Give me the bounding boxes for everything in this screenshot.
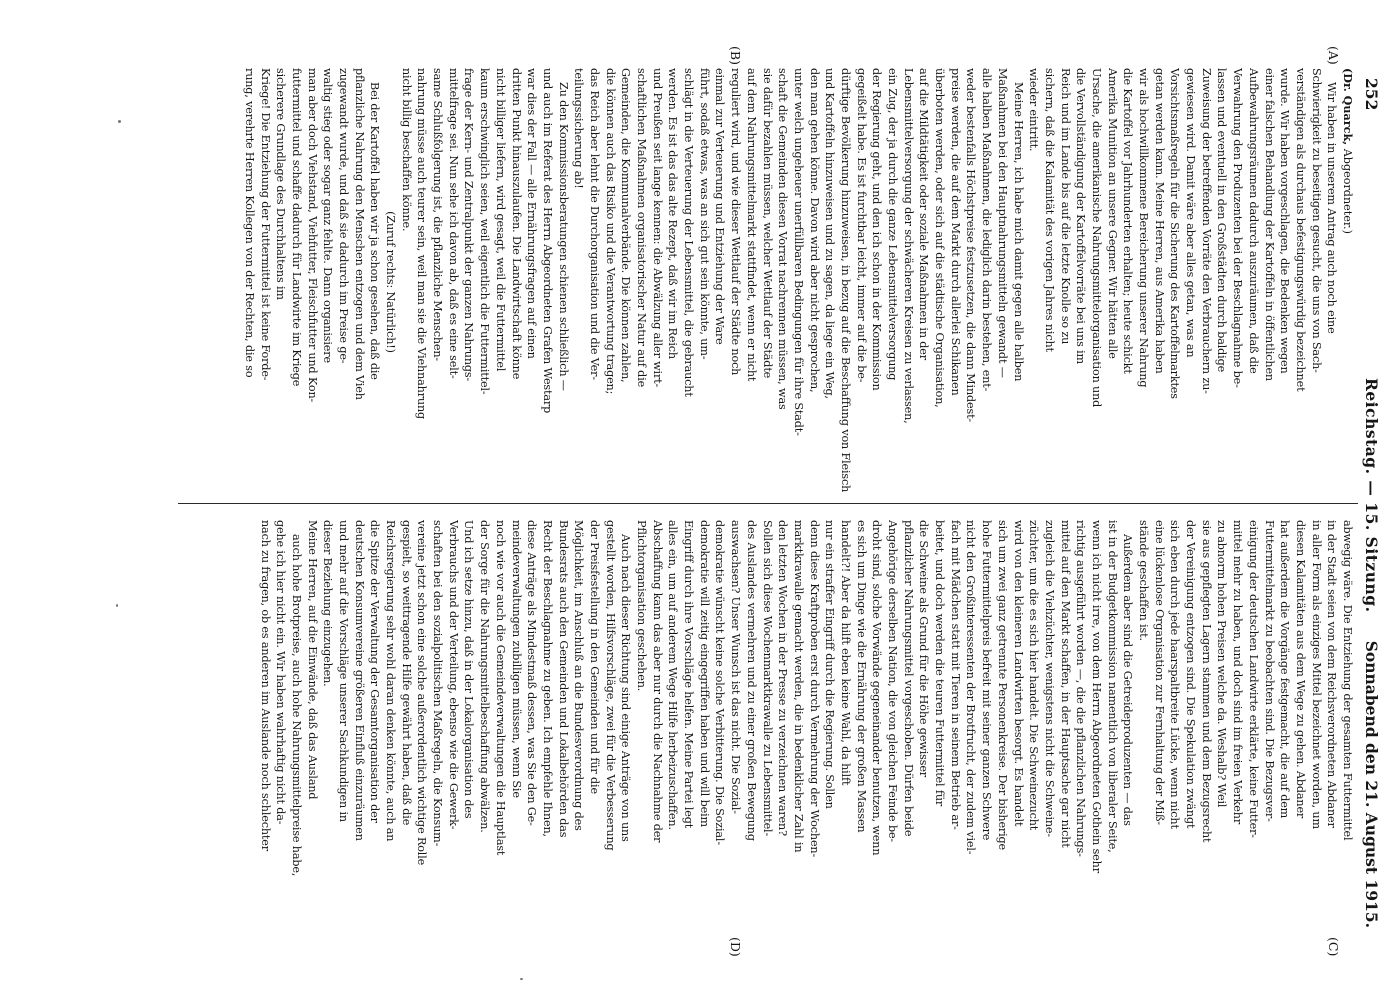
- text-line: einer falschen Behandlung der Kartoffeln in öffentlichen: [1262, 68, 1276, 381]
- text-line: Reichsregierung sehr wohl daran denken könnte, auch an: [384, 520, 398, 842]
- print-speck: [520, 978, 523, 980]
- text-line: Amerika Munition an unsere Gegner. Wir hätten alle: [1105, 68, 1119, 359]
- text-line: nicht billiger liefern, wird gesagt, weil die Futtermittel: [493, 68, 507, 372]
- text-line: Eingriff durch ihre Vorschläge helfen. Meine Partei legt: [682, 520, 696, 829]
- text-line: sicherere Grundlage des Durchhaltens im: [274, 68, 288, 300]
- text-line: Meine Herren, ich habe mich damit gegen alle halben: [1011, 82, 1025, 382]
- text-line: den man gehen könne. Davon wird aber nicht gesprochen,: [807, 68, 821, 393]
- speaker-name: (Dr. Quarck,: [1341, 68, 1355, 146]
- text-line: wurde. Wir haben vorgeschlagen, die Bedenken wegen: [1278, 68, 1292, 374]
- text-line: wieder eintritt.: [1027, 68, 1041, 152]
- text-line: teilungssicherung ab!: [572, 68, 586, 189]
- text-line: der Sorge für die Nahrungsmittelbeschaffung abwälzen.: [478, 520, 492, 833]
- text-line: hat außerdem die Vorgänge festgemacht, die auf dem: [1278, 520, 1292, 819]
- text-line: weder bestenfalls Höchstpreise festzusetzen, die dann Mindest-: [964, 68, 978, 423]
- page-number: 252: [1362, 78, 1381, 111]
- text-line: die Spitze der Verwaltung der Gesamtorganisation der: [368, 520, 382, 823]
- text-line: stände geschaffen ist.: [1137, 520, 1151, 641]
- text-line: auch hohe Brotpreise, auch hohe Nahrungsmittelpreise habe,: [289, 534, 303, 877]
- text-line: die Schweine als Grund für die Höhe gewisser: [917, 520, 931, 777]
- right-column-text: [257, 520, 1355, 948]
- text-line: dritten Punkt hinauszulaufen. Die Landwirtschaft könne: [509, 68, 523, 380]
- text-line: sie aus gepflegten Lagern stammen und dem Bezugsrecht: [1199, 520, 1213, 843]
- text-line: noch wie vor auch die Gemeindeverwaltungen die Hauptlast: [493, 520, 507, 856]
- text-line: und mehr auf die Vorschläge unserer Sachkundigen in: [337, 520, 350, 822]
- text-line: in der Stadt seien von dem Reichsverordneten Abdaner: [1325, 520, 1339, 828]
- text-line: Lebensmittelversorgung der schwächeren Kreisen zu verlassen,: [901, 68, 915, 424]
- text-line: schaft die Gemeinden diesen Vorrat nachrennen müssen, was: [776, 68, 790, 410]
- text-line: Aufbewahrungsräumen dadurch auszuräumen, daß die: [1246, 68, 1260, 374]
- margin-label-d: (D): [728, 937, 743, 957]
- text-line: der Preisfestellung in den Gemeinden und für die: [588, 520, 601, 794]
- text-line: demokratie will zeitig eingegriffen haben und will beim: [697, 520, 711, 827]
- text-line: diesen Kalamitäten aus dem Wege zu gehen. Abdaner: [1293, 520, 1307, 819]
- text-line: wir als hochwillkommene Bereicherung unserer Nahrung: [1137, 68, 1151, 388]
- text-line: und Preußen seit lange kennen: die Abwälzung aller wirt-: [650, 68, 664, 388]
- text-line: diese Anträge als Mindestmaß dessen, was Sie den Ge-: [525, 520, 539, 826]
- text-line: mittelfrage sei. Nun sehe ich davon ab, daß es eine selt-: [446, 68, 460, 379]
- text-line: rung, verehrte Herren Kollegen von der Rechten, die so: [242, 68, 256, 378]
- text-line: Zuweisung der betreffenden Vorräte den Verbrauchern zu-: [1199, 68, 1213, 394]
- text-line: man aber doch Viehstand, Viehfutter, Fleischfutter und Kon-: [305, 68, 319, 403]
- text-line: frage der Kern- und Zentralpunkt der ganzen Nahrungs-: [462, 68, 476, 382]
- text-line: zu abnorm hohen Preisen welche da. Weshalb? Weil: [1215, 520, 1229, 808]
- text-line: mittel auf den Markt schaffen, in der Hauptsache gar nicht: [1058, 520, 1072, 848]
- text-line: überboten werden, oder sich auf die städtische Organisation,: [933, 68, 947, 408]
- running-title: Reichstag. — 15. Sitzung.: [1362, 378, 1381, 613]
- text-line: lassen und eventuell in den Großstädten durch baldige: [1215, 68, 1229, 373]
- text-line: nahrung müsse auch teurer sein, weil man sie die Viehnahrung: [415, 68, 429, 420]
- text-line: wird von den kleineren Landwirten besorgt. Es handelt: [1011, 520, 1025, 827]
- text-line: sichern, daß die Kalamität des vorigen Jahres nicht: [1042, 68, 1056, 352]
- left-column: [180, 68, 1355, 496]
- text-line: (Zuruf rechts: Natürlich!): [384, 211, 398, 353]
- text-line: Auch nach dieser Richtung sind einige Anträge von uns: [619, 534, 633, 842]
- text-line: gespielt, so weittragende Hilfe gewährt haben, daß die: [399, 520, 413, 826]
- text-line: in aller Form als einziges Mittel bezeichnet worden, um: [1309, 520, 1323, 829]
- text-line: Zu den Kommissionsberatungen schienen schließlich —: [556, 82, 570, 391]
- text-line: meindeverwaltungen zubilligen müssen, wenn Sie: [509, 520, 523, 798]
- text-line: Bundesrats auch den Gemeinden und Lokalbehörden das: [556, 520, 570, 838]
- text-line: den letzten Wochen in der Presse zu verzeichnen waren?: [776, 520, 790, 836]
- text-line: vereine jetzt schon eine solche außerordentlich wichtige Rolle: [415, 520, 429, 866]
- left-column-text: [241, 68, 1339, 496]
- text-line: alles ein, um auf anderem Wege Hilfe herbeizuschaffen.: [666, 520, 680, 830]
- text-line: Reich und im Lande bis auf die letzte Knolle so zu: [1058, 68, 1072, 345]
- text-line: auf die Mildtätigkeit oder soziale Maßnahmen in der: [917, 68, 931, 360]
- text-line: auswachsen? Unser Wunsch ist das nicht. Die Sozial-: [729, 520, 743, 814]
- margin-label-b: (B): [728, 46, 743, 65]
- text-line: der Regierung geht, und den ich schon in der Kommission: [870, 68, 884, 391]
- text-line: sich eben durch jede haarspaltbreite Lücke, wenn nicht: [1168, 520, 1182, 829]
- column-divider: [178, 503, 1358, 504]
- text-line: die können auch das Risiko und die Verantwortung tragen;: [603, 68, 617, 395]
- text-line: unter welch ungeheuer unerfüllbaren Bedingungen für ihre Stadt-: [791, 68, 805, 436]
- text-line: beitet, und doch werden die teuren Futtermittel für: [933, 520, 947, 807]
- text-line: Recht der Beschlagnahme zu geben. Ich empfehle Ihnen,: [540, 520, 554, 837]
- text-line: einmal zur Verteuerung und Entziehung der Ware: [713, 68, 727, 345]
- text-line: schaftlichen Maßnahmen organisatorischer Natur auf die: [635, 68, 649, 388]
- text-line: nicht den Großinteressenten der Brotfrucht, der zudem viel-: [964, 520, 978, 855]
- text-line: droht sind, solche Vorwände gegeneinander benutzen, wenn: [870, 520, 884, 856]
- text-line: nur ein straffer Eingriff durch die Regierung. Sollen: [823, 520, 837, 809]
- text-line: getan werden kann. Meine Herren, aus Amerika haben: [1152, 68, 1166, 374]
- text-line: züchter, um die es sich hier handelt. Die Schweinezucht: [1027, 520, 1041, 831]
- text-line: auf dem Nahrungsmittelmarkt stattfindet, wenn er nicht: [744, 68, 758, 382]
- speaker-attribution: [1339, 68, 1355, 496]
- text-line: gestellt worden, Hilfsvorschläge, zwei für die Verbesserung: [603, 520, 617, 851]
- text-line: wenn ich nicht irre, von dem Herrn Abgeordneten Gothein sehr: [1090, 520, 1103, 873]
- text-line: Und ich setze hinzu, daß in der Lokalorganisation des: [462, 520, 476, 819]
- page-header: [1357, 78, 1383, 928]
- text-line: denn diese Kraftproben erst durch Vermehrung der Wochen-: [807, 520, 821, 858]
- text-line: das Reich aber lehnt die Durchorganisation und die Ver-: [587, 68, 601, 380]
- text-line: zugleich die Viehzüchter, wenigstens nicht die Schweine-: [1042, 520, 1056, 838]
- text-line: es sich um Dinge wie die Ernährung der großen Massen: [854, 520, 868, 833]
- text-line: richtig ausgeführt worden —, die die pflanzlichen Nahrungs-: [1074, 520, 1088, 857]
- text-line: pflanzlicher Nahrungsmittel vorgeschoben. Dürfen beide: [901, 520, 915, 837]
- text-line: Verwahrung den Produzenten bei der Beschlagnahme be-: [1231, 68, 1245, 388]
- text-line: schaften bei den sozialpolitischen Maßregeln, die Konsum-: [431, 520, 445, 847]
- text-line: dieser Beziehung einzugehen.: [321, 520, 335, 687]
- text-line: nicht billig beschaffen könne.: [399, 68, 413, 232]
- text-line: die Vervollständigung der Kartoffelvorräte bei uns im: [1074, 68, 1088, 365]
- text-line: Gemeinden, die Kommunalverbände. Die können zahlen,: [619, 68, 633, 383]
- text-line: alle halben Maßnahmen, die lediglich darin bestehen, ent-: [980, 68, 994, 392]
- text-line: dürftige Bevölkerung hinzuweisen, in bezug auf die Beschaffung von Fleisch: [838, 68, 852, 493]
- text-line: Möglichkeit, im Anschluß an die Bundesverordnung des: [572, 520, 586, 831]
- text-line: Außerdem aber sind die Getreideproduzenten — das: [1121, 534, 1135, 826]
- text-line: Ursache, die amerikanische Nahrungsmittelorganisation und: [1089, 68, 1103, 408]
- text-line: Bei der Kartoffel haben wir ja schon gesehen, daß die: [368, 82, 382, 380]
- print-speck: [116, 604, 118, 607]
- text-line: handelt?! Aber da hilft eben keine Wahl, da hilft: [839, 520, 852, 786]
- text-line: der Vereinigung entzogen sind. Die Spekulation zwängt: [1184, 520, 1198, 829]
- text-line: waltig stieg oder sogar ganz fehlte. Dann organisiere: [321, 68, 335, 363]
- text-line: Sollen sich diese Wochenmarktkrawalle zu Lebensmittel-: [760, 520, 774, 837]
- text-line: deutschen Konsumvereine größeren Einfluß einzuräumen: [352, 520, 366, 841]
- text-line: Angehörige derselben Nation, die von gleichen Feinde be-: [886, 520, 900, 843]
- text-line: und Kartoffeln hinzuweisen und zu sagen, da liege ein Weg,: [823, 68, 837, 399]
- print-speck: [118, 120, 121, 123]
- text-line: futtermittel und schaffe dadurch für Landwirte im Kriege: [289, 68, 303, 387]
- text-line: Verbrauchs und der Verteilung, ebenso wie die Gewerk-: [446, 520, 460, 830]
- text-line: same Schlußfolgerung ist, die pflanzliche Menschen-: [431, 68, 445, 362]
- text-line: einigung der deutschen Landwirte erklärte, keine Futter-: [1246, 520, 1260, 838]
- text-line: mittel mehr zu haben, und doch sind im freien Verkehr: [1231, 520, 1245, 825]
- text-line: ist in der Budgetkommission namentlich von liberaler Seite,: [1105, 520, 1119, 853]
- text-line: abwegig wäre. Die Entziehung der gesamten Futtermittel: [1341, 520, 1354, 841]
- margin-label-c: (C): [1326, 937, 1341, 957]
- text-line: Abschaffung kann das aber nur durch die Nachnahme der: [650, 520, 664, 843]
- right-column: [180, 520, 1355, 948]
- text-line: Maßnahmen bei den Hauptnahrungsmitteln gewandt —: [995, 68, 1009, 378]
- text-line: preise werden, die auf dem Markt durch allerlei Schikanen: [948, 68, 962, 396]
- text-line: fach mit Mädchen statt mit Tieren in seinem Betrieb ar-: [948, 520, 962, 830]
- text-line: zugewandt wurde, und daß sie dadurch im Preise ge-: [336, 68, 350, 364]
- text-line: reguliert wird, und wie dieser Wettlauf der Städte noch: [729, 68, 743, 376]
- text-line: gewiesen wird. Damit wäre aber alles getan, was an: [1184, 68, 1198, 358]
- text-line: ein Zug, der ja durch die ganze Lebensmittelversorgung: [886, 68, 900, 381]
- text-line: Wir haben in unserem Antrag auch noch eine: [1325, 82, 1339, 334]
- text-line: gehe ich hier nicht ein. Wir haben wahrhaftig nicht da-: [274, 520, 288, 825]
- text-line: sich um zwei ganz getrennte Personenkreise. Der bisherige: [995, 520, 1009, 851]
- margin-label-a: (A): [1326, 46, 1341, 65]
- speaker-role: Abgeordneter.): [1341, 145, 1354, 234]
- session-date: Sonnabend den 21. August 1915.: [1362, 640, 1381, 928]
- text-line: des Auslandes vermehren und zu einer großen Bewegung: [744, 520, 758, 841]
- text-line: marktkrawalle gemacht werden, die in bedenklicher Zahl in: [791, 520, 805, 853]
- text-line: Kriege! Die Entziehung der Futtermittel ist keine Forde-: [258, 68, 272, 381]
- text-line: demokratie wünscht keine solche Verbitterung. Die Sozial-: [713, 520, 727, 845]
- text-line: Meine Herren, auf die Einwände, daß das Ausland: [305, 520, 319, 800]
- text-line: die Kartoffel vor Jahrhunderten erhalten; heute schickt: [1121, 68, 1135, 374]
- text-line: Pflichtorganisation geschehen.: [635, 520, 649, 692]
- text-line: verständigen als durchaus befestigungswürdig bezeichnet: [1293, 68, 1307, 392]
- text-line: pflanzliche Nahrung den Menschen entzogen und dem Vieh: [352, 68, 366, 400]
- text-line: war dies der Fall — alle Ernährungsfragen auf einen: [525, 68, 539, 359]
- text-line: nach zu fragen, ob es anderen im Auslande noch schlechter: [258, 520, 272, 851]
- text-line: gegeißelt habe. Es ist furchtbar leicht, immer auf die be-: [854, 68, 868, 383]
- text-line: kaum erschwinglich seien, weil eigentlich die Futtermittel-: [478, 68, 492, 395]
- text-line: werden. Es ist das das alte Rezept, daß wir im Reich: [666, 68, 680, 359]
- text-line: Futtermittelmarkt zu beobachten sind. Die Bezugsver-: [1262, 520, 1276, 822]
- text-line: hohe Futtermittelpreis befreit mit seiner ganzen Schwere: [980, 520, 994, 841]
- text-line: und auch im Referat des Herrn Abgeordneten Grafen Westarp: [540, 68, 554, 414]
- text-line: Schwierigkeit zu beseitigen gesucht, die uns von Sach-: [1309, 68, 1323, 373]
- text-line: Vorsichtsmaßregeln für die Sicherung des Kartoffelmarktes: [1168, 68, 1182, 399]
- text-line: sie dafür bezahlen müssen, welcher Wettlauf der Städte: [760, 68, 774, 379]
- text-line: eine lückenlose Organisation zur Fernhaltung der Miß-: [1152, 520, 1166, 826]
- text-line: führt, sodaß etwas, was an sich gut sein könnte, um-: [697, 68, 711, 360]
- text-line: schlägt in die Verteuerung der Lebensmittel, die gebraucht: [682, 68, 696, 397]
